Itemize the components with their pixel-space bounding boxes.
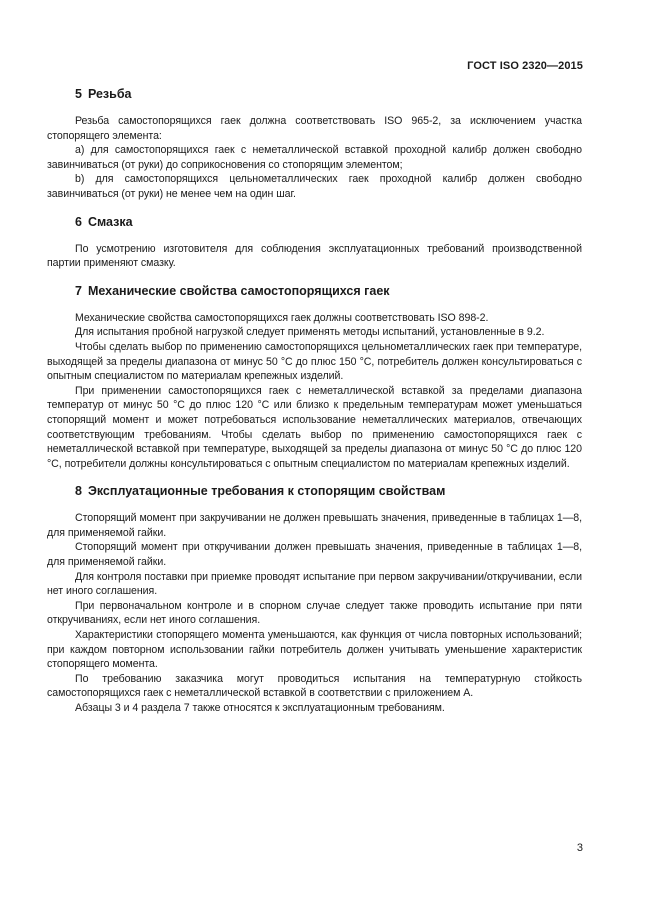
- paragraph: Стопорящий момент при откручивании должен превышать значения, приведенные в таблицах 1—8, для применяемой гайки.: [47, 541, 582, 569]
- section-number: 7: [75, 283, 82, 298]
- paragraph: Характеристики стопорящего момента уменьшаются, как функция от числа повторных использований; при каждом повторном использовании гайки потребитель должен учитывать уменьшение характеристик стопорящего момента.: [47, 629, 582, 671]
- section-title-text: Резьба: [87, 87, 132, 101]
- section-heading: [47, 283, 582, 299]
- paragraph: а) для самостопорящихся гаек с неметаллической вставкой проходной калибр должен свободно завинчиваться (от руки) до соприкосновения со стопорящим элементом;: [47, 144, 582, 171]
- section-5: [47, 86, 582, 202]
- paragraph: Для испытания пробной нагрузкой следует применять методы испытаний, установленные в 9.2.: [75, 326, 545, 339]
- section-title-text: Эксплуатационные требования к стопорящим свойствам: [87, 484, 446, 499]
- section-6: [47, 214, 582, 271]
- section-7: [47, 283, 582, 472]
- document-body: [47, 86, 582, 716]
- paragraph: b) для самостопорящихся цельнометаллических гаек проходной калибр должен свободно завинчиваться (от руки) не менее чем на один шаг.: [47, 173, 582, 200]
- section-title-text: Смазка: [87, 214, 133, 229]
- section-heading: [47, 86, 582, 102]
- paragraph: Чтобы сделать выбор по применению самостопорящихся цельнометаллических гаек при температуре, выходящей за пределы диапазона от минус 50 °С до плюс 150 °С, потребитель должен консультироваться с опытным специалистом по материалам крепежных изделий.: [47, 340, 582, 383]
- paragraph: По усмотрению изготовителя для соблюдения эксплуатационных требований производственной партии применяют смазку.: [47, 242, 582, 270]
- page-number: 3: [576, 842, 583, 854]
- paragraph: Стопорящий момент при закручивании не должен превышать значения, приведенные в таблицах 1—8, для применяемой гайки.: [47, 512, 582, 539]
- paragraph: Механические свойства самостопорящихся гаек должны соответствовать ISO 898-2.: [75, 311, 489, 324]
- section-number: 5: [75, 87, 82, 101]
- standard-header: ГОСТ ISO 2320—2015: [467, 60, 583, 72]
- paragraph: Абзацы 3 и 4 раздела 7 также относятся к эксплуатационным требованиям.: [75, 702, 445, 714]
- section-title-text: Механические свойства самостопорящихся гаек: [87, 283, 390, 298]
- section-heading: [47, 483, 582, 499]
- paragraph: Резьба самостопорящихся гаек должна соответствовать ISO 965-2, за исключением участка стопорящего элемента:: [47, 115, 582, 142]
- paragraph: При первоначальном контроле и в спорном случае следует также проводить испытание при пяти откручиваниях, если нет иного соглашения.: [47, 599, 582, 627]
- section-heading: [47, 214, 582, 230]
- section-number: 6: [75, 214, 82, 229]
- section-number: 8: [75, 484, 82, 499]
- paragraph: По требованию заказчика могут проводиться испытания на температурную стойкость самостопорящихся гаек с неметаллической вставкой в соответствии с приложением А.: [47, 672, 582, 700]
- section-8: [47, 483, 582, 715]
- paragraph: При применении самостопорящихся гаек с неметаллической вставкой за пределами диапазона температур от минус 50 °С до плюс 120 °С или близко к предельным температурам может уменьшаться стопорящий момент и может потребоваться использование неметаллических материалов, отвечающих соответствующим требованиям. Чтобы сделать выбор по применению самостопорящихся гаек с неметаллической вставкой при температуре, выходящей за пределы диапазона от минус 50 °С до плюс 120 °С, потребители должны консультироваться с опытным специалистом по материалам крепежных изделий.: [47, 384, 582, 470]
- paragraph: Для контроля поставки при приемке проводят испытание при первом закручивании/откручивании, если нет иного соглашения.: [47, 570, 582, 598]
